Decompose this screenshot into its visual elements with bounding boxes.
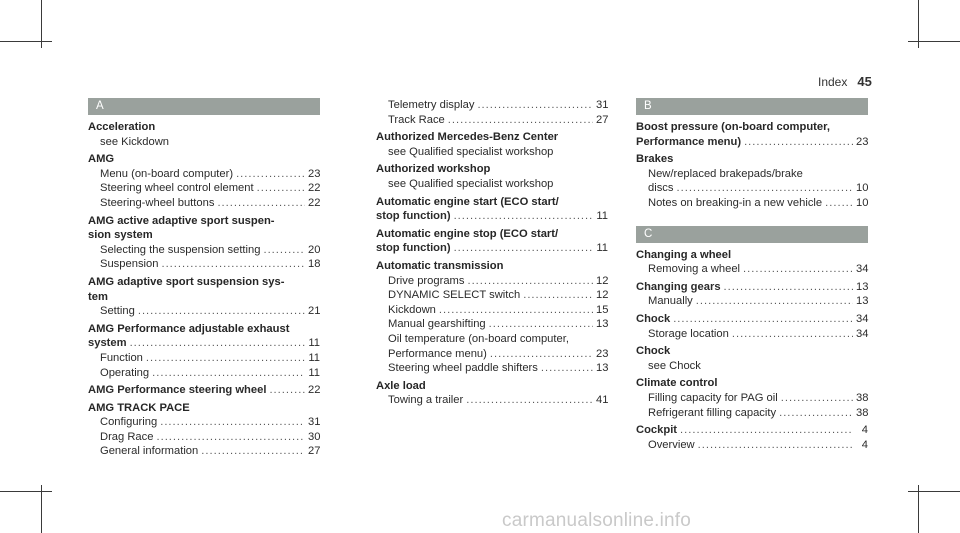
entry-heading-row — [636, 312, 868, 327]
sub-entry — [376, 303, 608, 318]
page-ref: 20 — [308, 243, 321, 256]
page-ref: 34 — [856, 312, 869, 325]
dot-leader — [673, 312, 853, 327]
dot-leader — [138, 304, 305, 319]
sub-entry — [88, 351, 320, 366]
entry-heading-row — [88, 383, 320, 398]
index-entry — [88, 383, 320, 398]
sub-entry-text: see Qualified specialist workshop — [388, 177, 554, 190]
page-ref: 13 — [856, 280, 869, 293]
sub-entry — [376, 177, 608, 192]
page-ref: 38 — [856, 406, 869, 419]
sub-entry — [88, 430, 320, 445]
sub-entry — [88, 135, 320, 150]
page-ref: 31 — [596, 99, 609, 111]
sub-entry — [88, 257, 320, 272]
entry-heading: Axle load — [376, 379, 426, 392]
dot-leader — [743, 262, 853, 277]
dot-leader — [236, 167, 305, 182]
page-ref: 31 — [308, 416, 321, 429]
index-column-1 — [88, 98, 320, 462]
entry-heading: AMG TRACK PACE — [88, 401, 190, 414]
index-entry — [88, 322, 320, 380]
dot-leader — [477, 98, 593, 113]
sub-entry — [376, 361, 608, 376]
section-letter-a: A — [88, 98, 320, 115]
sub-entry-text: Overview — [648, 438, 695, 451]
page-ref: 10 — [856, 182, 869, 195]
sub-entry — [88, 167, 320, 182]
dot-leader — [263, 243, 305, 258]
entry-heading: Authorized workshop — [376, 163, 491, 176]
index-entry — [376, 195, 608, 224]
index-entry — [376, 130, 608, 159]
dot-leader — [156, 430, 305, 445]
entry-heading-text: Changing gears — [636, 280, 721, 293]
entry-heading-text: Chock — [636, 312, 671, 325]
sub-entry — [88, 196, 320, 211]
page-ref: 23 — [596, 347, 609, 360]
sub-entry — [376, 393, 608, 408]
index-entry — [88, 275, 320, 319]
sub-entry-text: Function — [100, 351, 143, 364]
sub-entry — [636, 359, 868, 374]
dot-leader — [439, 303, 593, 318]
section-letter-b: B — [636, 98, 868, 115]
entry-heading-text: system — [88, 337, 127, 350]
sub-entry-text: Steering wheel control element — [100, 182, 254, 195]
page-ref: 41 — [596, 394, 609, 407]
entry-heading-line: tem — [88, 290, 108, 303]
page-ref: 22 — [308, 196, 321, 209]
dot-leader — [489, 317, 593, 332]
index-entry — [636, 248, 868, 277]
entry-heading-row — [88, 336, 320, 351]
entry-heading: Changing a wheel — [636, 248, 732, 261]
sub-entry-text: discs — [648, 182, 674, 195]
index-entry — [376, 162, 608, 191]
sub-entry — [88, 415, 320, 430]
page-ref: 13 — [856, 295, 869, 308]
dot-leader — [781, 391, 853, 406]
dot-leader — [201, 444, 305, 459]
index-entry — [88, 401, 320, 459]
page-ref: 34 — [856, 263, 869, 276]
sub-entry-text: Configuring — [100, 416, 158, 429]
entry-heading: Acceleration — [88, 121, 156, 133]
entry-heading-row — [636, 135, 868, 150]
dot-leader — [732, 327, 853, 342]
sub-entry-text: General information — [100, 445, 199, 458]
page-ref: 13 — [596, 318, 609, 331]
sub-entry — [376, 113, 608, 128]
index-entry — [636, 376, 868, 420]
index-column-2 — [376, 98, 608, 411]
page-ref: 21 — [308, 305, 321, 318]
index-entry — [636, 152, 868, 210]
sub-entry — [88, 243, 320, 258]
dot-leader — [541, 361, 593, 376]
entry-heading-text: Performance menu) — [636, 135, 742, 148]
sub-entry — [376, 288, 608, 303]
section-letter-c: C — [636, 226, 868, 243]
page-ref: 27 — [308, 445, 321, 458]
sub-entry-text: Manually — [648, 295, 693, 308]
entry-heading: Chock — [636, 345, 671, 358]
index-entry — [376, 379, 608, 408]
dot-leader — [146, 351, 305, 366]
page-ref: 23 — [308, 167, 321, 180]
dot-leader — [448, 113, 593, 128]
dot-leader — [257, 181, 305, 196]
sub-entry-text: Performance menu) — [388, 347, 487, 360]
dot-leader — [454, 241, 593, 256]
index-entry — [88, 214, 320, 272]
entry-heading-row — [376, 209, 608, 224]
sub-entry-text: see Qualified specialist workshop — [388, 145, 554, 158]
entry-heading-line: AMG Performance adjustable exhaust — [88, 322, 290, 335]
sub-entry — [636, 294, 868, 309]
page-ref: 38 — [856, 391, 869, 404]
sub-entry-text: Notes on breaking-in a new vehicle — [648, 196, 823, 209]
sub-entry — [376, 347, 608, 362]
sub-entry-text: Track Race — [388, 113, 445, 126]
sub-entry — [636, 391, 868, 406]
entry-heading: Brakes — [636, 153, 674, 166]
dot-leader — [698, 438, 853, 453]
page-number: 45 — [857, 74, 872, 89]
entry-heading: Climate control — [636, 377, 718, 390]
sub-entry-text: Oil temperature (on-board computer, — [388, 332, 569, 345]
sub-entry-text: see Kickdown — [100, 135, 170, 148]
index-entry — [88, 152, 320, 210]
entry-heading-row — [376, 241, 608, 256]
sub-entry-text: Steering-wheel buttons — [100, 196, 215, 209]
dot-leader — [677, 181, 854, 196]
sub-entry-text: DYNAMIC SELECT switch — [388, 289, 521, 302]
page-ref: 12 — [596, 274, 609, 287]
page-ref: 34 — [856, 327, 869, 340]
dot-leader — [779, 406, 853, 421]
sub-entry-text: Menu (on-board computer) — [100, 167, 234, 180]
page-ref: 10 — [856, 196, 869, 209]
page-ref: 11 — [596, 210, 608, 223]
dot-leader — [490, 347, 593, 362]
sub-entry — [636, 327, 868, 342]
index-entry — [376, 227, 608, 256]
sub-entry-text: Filling capacity for PAG oil — [648, 391, 778, 404]
entry-heading-line: Automatic engine start (ECO start/ — [376, 195, 559, 208]
dot-leader — [152, 366, 305, 381]
entry-heading-line: AMG active adaptive sport suspen- — [88, 214, 275, 227]
entry-heading-row — [636, 280, 868, 295]
page-ref: 22 — [308, 182, 321, 195]
page-ref: 27 — [596, 113, 609, 126]
watermark: carmanualsonline.info — [502, 510, 692, 531]
sub-entry — [376, 317, 608, 332]
sub-entry — [88, 444, 320, 459]
entry-heading-line: sion system — [88, 229, 153, 242]
dot-leader — [696, 294, 853, 309]
index-entry — [376, 259, 608, 376]
sub-entry-text: Operating — [100, 366, 150, 379]
sub-entry-text: Removing a wheel — [648, 263, 741, 276]
header-label: Index — [818, 75, 848, 89]
dot-leader — [160, 415, 305, 430]
entry-heading-text: AMG Performance steering wheel — [88, 384, 267, 397]
page-ref: 11 — [308, 351, 320, 364]
sub-entry-text: see Chock — [648, 359, 701, 372]
dot-leader — [217, 196, 305, 211]
entry-heading-text: stop function) — [376, 210, 451, 223]
page-ref: 4 — [861, 438, 868, 451]
sub-entry-text: Kickdown — [388, 303, 436, 316]
page-ref: 13 — [596, 362, 609, 375]
sub-entry-text: Refrigerant filling capacity — [648, 406, 777, 419]
sub-entry-text: Steering wheel paddle shifters — [388, 362, 538, 375]
sub-entry-text: Telemetry display — [388, 99, 475, 111]
sub-entry — [636, 181, 868, 196]
sub-entry — [376, 274, 608, 289]
dot-leader — [269, 383, 305, 398]
sub-entry — [376, 332, 608, 347]
sub-entry-text: Storage location — [648, 327, 729, 340]
page-ref: 12 — [596, 289, 609, 302]
sub-entry — [636, 406, 868, 421]
index-entry — [376, 98, 608, 127]
sub-entry — [636, 167, 868, 182]
sub-entry — [376, 98, 608, 113]
index-entry — [636, 280, 868, 309]
sub-entry — [88, 304, 320, 319]
page-ref: 18 — [308, 258, 321, 271]
page-ref: 11 — [596, 242, 608, 255]
entry-heading-line: AMG adaptive sport suspension sys- — [88, 275, 285, 288]
entry-heading-row — [636, 423, 868, 438]
page-ref: 15 — [596, 303, 609, 316]
dot-leader — [523, 288, 593, 303]
sub-entry — [88, 181, 320, 196]
index-entry — [88, 120, 320, 149]
index-column-3 — [636, 98, 868, 455]
index-entry — [636, 312, 868, 341]
dot-leader — [744, 135, 853, 150]
entry-heading: Automatic transmission — [376, 259, 504, 272]
entry-heading: Authorized Mercedes-Benz Center — [376, 131, 559, 144]
page-ref: 11 — [308, 366, 320, 379]
sub-entry — [376, 145, 608, 160]
sub-entry-text: Setting — [100, 305, 135, 318]
page-ref: 22 — [308, 384, 321, 397]
sub-entry-text: Drag Race — [100, 430, 154, 443]
entry-heading: AMG — [88, 153, 115, 166]
sub-entry — [636, 196, 868, 211]
page-ref: 30 — [308, 430, 321, 443]
sub-entry-text: Manual gearshifting — [388, 318, 486, 331]
sub-entry-text: Towing a trailer — [388, 394, 464, 407]
sub-entry — [88, 366, 320, 381]
sub-entry-text: Suspension — [100, 258, 159, 271]
index-entry — [636, 120, 868, 149]
dot-leader — [466, 393, 593, 408]
sub-entry-text: Drive programs — [388, 274, 465, 287]
dot-leader — [724, 280, 853, 295]
page-ref: 23 — [856, 135, 869, 148]
entry-heading-text: Cockpit — [636, 424, 678, 437]
dot-leader — [825, 196, 853, 211]
running-header — [818, 74, 872, 89]
sub-entry-text: New/replaced brakepads/brake — [648, 167, 803, 180]
dot-leader — [467, 274, 593, 289]
entry-heading-line: Boost pressure (on-board computer, — [636, 121, 830, 133]
dot-leader — [680, 423, 853, 438]
entry-heading-text: stop function) — [376, 242, 451, 255]
dot-leader — [454, 209, 593, 224]
index-entry — [636, 423, 868, 452]
dot-leader — [130, 336, 305, 351]
page-ref: 11 — [308, 337, 320, 350]
sub-entry-text: Selecting the suspension setting — [100, 243, 261, 256]
entry-heading-line: Automatic engine stop (ECO start/ — [376, 227, 559, 240]
sub-entry — [636, 438, 868, 453]
dot-leader — [161, 257, 305, 272]
page-ref: 4 — [861, 424, 868, 437]
sub-entry — [636, 262, 868, 277]
index-entry — [636, 344, 868, 373]
